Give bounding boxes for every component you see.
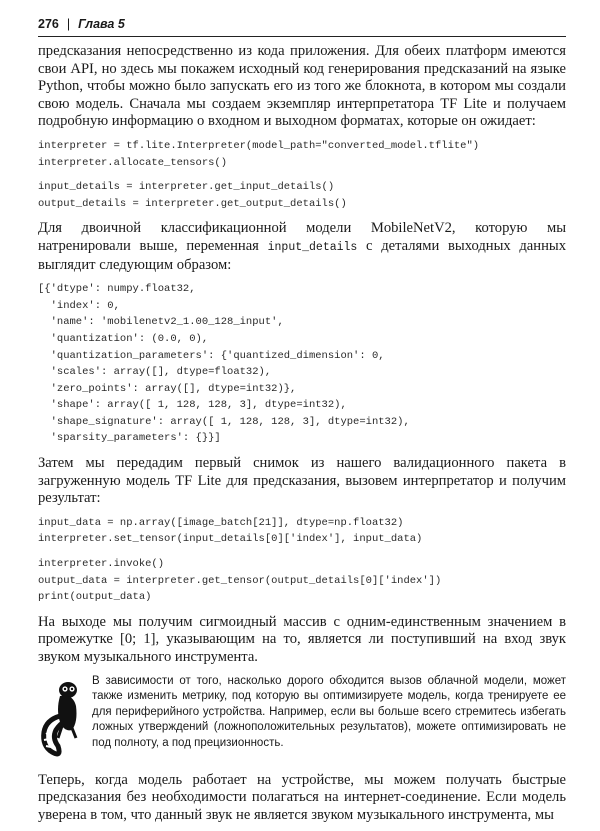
note-text: В зависимости от того, насколько дорого обходится вызов облачной модели, может также изменить метрику, под которую вы оптимизируете модель, когда тренируете ее для периферийного устройства. Например, если вы больше всего стремитесь избегать ложных утверждений (ложноположительных результатов), можете оптимизировать не под полноту, а под прецизионность.: [92, 674, 566, 749]
paragraph-mobilenet: [38, 220, 566, 274]
inline-code: input_details: [267, 240, 358, 254]
header-rule: [38, 36, 566, 37]
paragraph-text: с деталями выходных данных выглядит следующим образом:: [38, 237, 566, 273]
code-block-interpreter: interpreter = tf.lite.Interpreter(model_path="converted_model.tflite") interpreter.allocate_tensors(): [38, 139, 480, 169]
code-block-set-tensor: input_data = np.array([image_batch[21]], dtype=np.float32) interpreter.set_tensor(input_details[0]['index'], input_data): [38, 516, 423, 546]
chapter-title: Глава 5: [78, 17, 125, 31]
code-block-input-details: [{'dtype': numpy.float32, 'index': 0, 'name': 'mobilenetv2_1.00_128_input', 'quantization': (0.0, 0), 'quantization_parameters': {'quantized_dimension': 0, 'scales': array([], dtype=float32), 'zero_points': array([], dtype=int32)}, 'shape': array([ 1, 128, 128, 3], dtype=int32), 'shape_signature': array([ 1, 128, 128, 3], dtype=int32), 'sparsity_parameters': {}}]: [38, 283, 410, 445]
code-block-details: input_details = interpreter.get_input_details() output_details = interpreter.get_output_details(): [38, 181, 347, 210]
page-number: 276: [38, 17, 59, 31]
lemur-icon: [38, 676, 82, 762]
paragraph-device: Теперь, когда модель работает на устройстве, мы можем получать быстрые предсказания без необходимости полагаться на интернет-соединение. Если модель уверена в том, что данный звук не является звуком музыкального инструмента, мы: [38, 771, 566, 823]
header-separator: |: [66, 17, 71, 31]
note-box: [38, 674, 566, 762]
book-page: [38, 14, 566, 831]
paragraph-validation: Затем мы передадим первый снимок из нашего валидационного пакета в загруженную модель TF Lite для предсказания, вызовем интерпретатор и получим результат:: [38, 455, 566, 507]
paragraph-intro: предсказания непосредственно из кода приложения. Для обеих платформ имеются свои API, но здесь мы покажем исходный код генерирования предсказаний на языке Python, чтобы можно было запускать его из того же блокнота, в котором мы создали свою модель. Сначала мы создаем экземпляр интерпретатора TF Lite и получаем подробную информацию о входном и выходном форматах, которые он ожидает:: [38, 43, 566, 130]
paragraph-text: Для двоичной классификационной модели MobileNetV2, которую мы натренировали выше, переменная: [38, 220, 566, 254]
running-header: [38, 14, 566, 34]
code-block-invoke: interpreter.invoke() output_data = interpreter.get_tensor(output_details[0]['index']) print(output_data): [38, 558, 442, 604]
paragraph-output: На выходе мы получим сигмоидный массив с одним-единственным значением в промежутке [0; 1], указывающим на то, является ли поступивший на вход звук звуком музыкального инструмента.: [38, 613, 566, 665]
